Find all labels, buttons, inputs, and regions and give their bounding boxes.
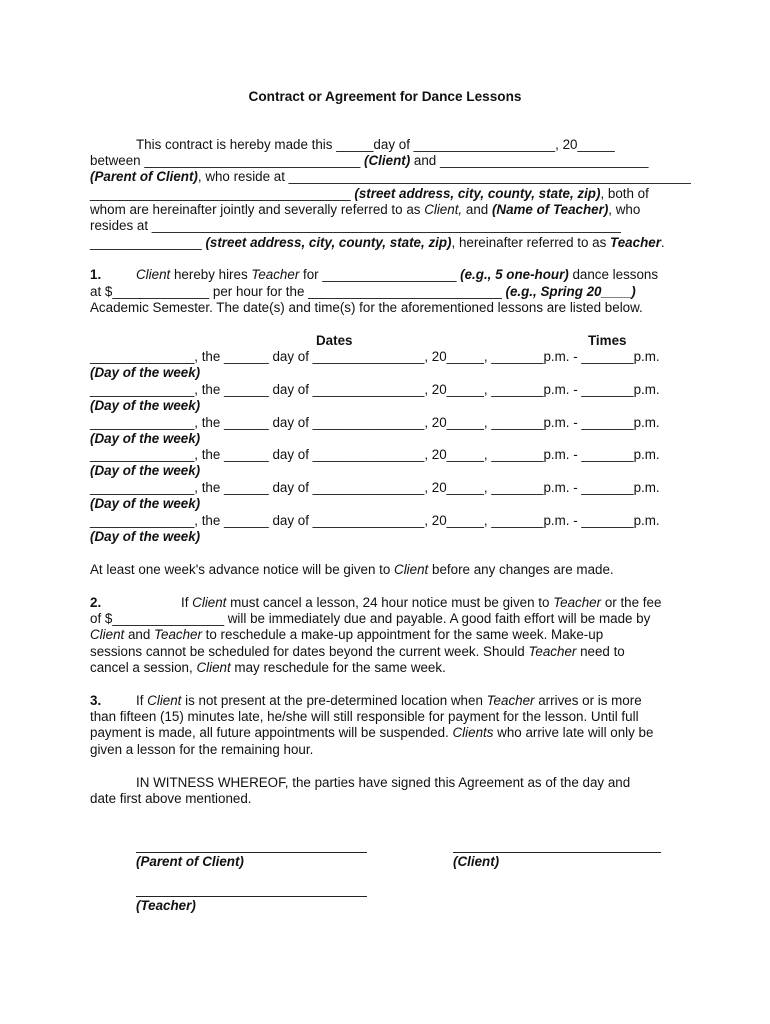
intro-text: whom are hereinafter jointly and severally referred to as (90, 202, 425, 217)
address-label: (street address, city, county, state, zip) (205, 235, 452, 250)
intro-line-6 (90, 218, 621, 234)
client-signature-label: (Client) (453, 854, 500, 869)
schedule-row: ______________, the ______ day of _______________, 20_____, _______p.m. - _______p.m. (90, 447, 660, 462)
section-3-line-1 (136, 693, 642, 709)
teacher-term: Teacher (528, 644, 577, 659)
schedule-row: ______________, the ______ day of _______________, 20_____, _______p.m. - _______p.m. (90, 415, 660, 430)
section-3-line-4 (90, 742, 313, 758)
parent-signature-line (136, 852, 367, 853)
schedule-row: ______________, the ______ day of _______________, 20_____, _______p.m. - _______p.m. (90, 480, 660, 495)
day-of-week-label: (Day of the week) (90, 529, 201, 544)
intro-line-5 (90, 202, 640, 218)
section-2-line-4 (90, 644, 625, 660)
schedule-row: ______________, the ______ day of _______________, 20_____, _______p.m. - _______p.m. (90, 382, 660, 397)
times-header: Times (588, 333, 627, 348)
day-of-week-label: (Day of the week) (90, 365, 201, 380)
s2-text: need to (576, 644, 625, 659)
client-term: Client (196, 660, 231, 675)
document-title: Contract or Agreement for Dance Lessons (248, 89, 522, 104)
s2-text: to reschedule a make-up appointment for the same week. Make-up (201, 627, 604, 642)
s1-text: Academic Semester. The date(s) and time(s) for the aforementioned lessons are listed below. (90, 300, 643, 315)
s3-text: payment is made, all future appointments will be suspended. (90, 725, 453, 740)
intro-text: ___________________________________ (90, 186, 355, 201)
teacher-name-label: (Name of Teacher) (491, 202, 609, 217)
dates-header: Dates (316, 333, 353, 348)
parent-signature-label: (Parent of Client) (136, 854, 244, 869)
client-term: Client (192, 595, 227, 610)
intro-line-7 (90, 235, 665, 251)
client-signature-line (453, 852, 661, 853)
section-1-line-2 (90, 284, 636, 300)
parent-of-client-label: (Parent of Client) (90, 169, 198, 184)
client-label: (Client) (364, 153, 411, 168)
notice-text: At least one week's advance notice will be given to (90, 562, 395, 577)
lesson-count-example: (e.g., 5 one-hour) (460, 267, 569, 282)
teacher-term: Teacher (553, 595, 602, 610)
semester-example: (e.g., Spring 20____) (505, 284, 636, 299)
intro-text: and ____________________________ (410, 153, 649, 168)
s1-text: for __________________ (299, 267, 461, 282)
s2-text: must cancel a lesson, 24 hour notice must be given to (226, 595, 554, 610)
s3-text: who arrive late will only be (493, 725, 654, 740)
intro-line-2 (90, 153, 648, 169)
intro-text: , both of (600, 186, 649, 201)
s2-text: sessions cannot be scheduled for dates beyond the current week. Should (90, 644, 529, 659)
section-1-number: 1. (90, 267, 102, 282)
intro-line-1 (136, 137, 615, 153)
client-term: Client, (424, 202, 463, 217)
witness-line-2: date first above mentioned. (90, 791, 252, 806)
intro-line-3 (90, 169, 691, 185)
intro-text: , who reside at ______________________________________________________ (197, 169, 691, 184)
intro-line-4 (90, 186, 649, 202)
section-2-line-3 (90, 627, 603, 643)
section-3-number: 3. (90, 693, 102, 708)
section-1-line-1 (136, 267, 658, 283)
teacher-term: Teacher (486, 693, 535, 708)
section-2-line-1 (181, 595, 661, 611)
intro-text: resides at _______________________________________________________________ (90, 218, 621, 233)
day-of-week-label: (Day of the week) (90, 398, 201, 413)
notice-text: before any changes are made. (428, 562, 614, 577)
section-3-line-3 (90, 725, 653, 741)
s1-text: dance lessons (568, 267, 659, 282)
s1-text: hereby hires (170, 267, 252, 282)
day-of-week-label: (Day of the week) (90, 463, 201, 478)
s3-text: than fifteen (15) minutes late, he/she will still responsible for payment for the lesson. Until full (90, 709, 639, 724)
client-term: Client (90, 627, 125, 642)
intro-text: , who (608, 202, 641, 217)
teacher-term: Teacher (610, 235, 661, 250)
s1-text: at $_____________ per hour for the __________________________ (90, 284, 506, 299)
s2-text: or the fee (601, 595, 662, 610)
teacher-signature-line (136, 896, 367, 897)
section-2-line-5 (90, 660, 446, 676)
s2-text: cancel a session, (90, 660, 197, 675)
address-label: (street address, city, county, state, zip) (354, 186, 601, 201)
teacher-term: Teacher (154, 627, 202, 642)
client-term: Client (136, 267, 171, 282)
client-term: Client (394, 562, 429, 577)
advance-notice (90, 562, 614, 578)
schedule-row: ______________, the ______ day of _______________, 20_____, _______p.m. - _______p.m. (90, 349, 660, 364)
section-2-number: 2. (90, 595, 102, 610)
intro-text: and (462, 202, 492, 217)
teacher-term: Teacher (251, 267, 300, 282)
s3-text: If (136, 693, 148, 708)
intro-text: This contract is hereby made this _____day of ___________________, 20_____ (136, 137, 615, 152)
section-2-line-2 (90, 611, 650, 627)
s2-text: of $_______________ will be immediately due and payable. A good faith effort will be made by (90, 611, 651, 626)
teacher-signature-label: (Teacher) (136, 898, 196, 913)
s2-text: and (124, 627, 155, 642)
client-term: Client (147, 693, 182, 708)
witness-line-1: IN WITNESS WHEREOF, the parties have signed this Agreement as of the day and (136, 775, 631, 790)
s2-text: If (181, 595, 193, 610)
s3-text: is not present at the pre-determined location when (181, 693, 487, 708)
section-3-line-2 (90, 709, 639, 725)
intro-text: between _____________________________ (90, 153, 365, 168)
section-1-line-3 (90, 300, 643, 316)
s3-text: given a lesson for the remaining hour. (90, 742, 314, 757)
intro-text: _______________ (90, 235, 206, 250)
s3-text: arrives or is more (534, 693, 642, 708)
intro-text: . (660, 235, 665, 250)
intro-text: , hereinafter referred to as (451, 235, 611, 250)
s2-text: may reschedule for the same week. (230, 660, 446, 675)
day-of-week-label: (Day of the week) (90, 431, 201, 446)
day-of-week-label: (Day of the week) (90, 496, 201, 511)
schedule-row: ______________, the ______ day of _______________, 20_____, _______p.m. - _______p.m. (90, 513, 660, 528)
clients-term: Clients (452, 725, 494, 740)
